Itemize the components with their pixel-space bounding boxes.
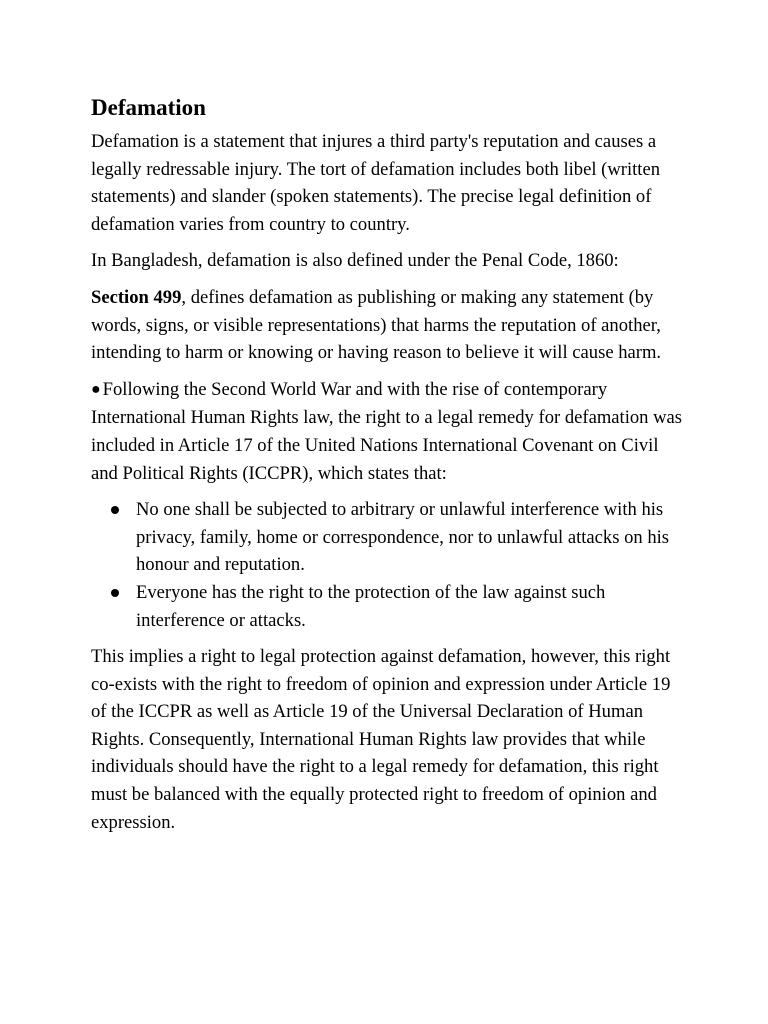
list-item	[91, 579, 683, 634]
list-item	[91, 496, 683, 579]
list-item-text: Everyone has the right to the protection of the law against such interference or attacks.	[136, 581, 606, 631]
bullet-icon	[111, 589, 119, 597]
paragraph-bangladesh: In Bangladesh, defamation is also defined under the Penal Code, 1860:	[91, 250, 619, 272]
section-499-label: Section 499	[91, 286, 182, 308]
bullet-icon	[111, 506, 119, 514]
document-title: Defamation	[91, 95, 206, 120]
section-499-text: , defines defamation as publishing or making any statement (by words, signs, or visible representations) that harms the reputation of another, intending to harm or knowing or having reason to believe it will cause harm.	[91, 286, 662, 364]
bullet-icon: ●	[91, 380, 101, 398]
document-page	[91, 92, 683, 845]
list-item-text: No one shall be subjected to arbitrary or unlawful interference with his privacy, family, home or correspondence, nor to unlawful attacks on his honour and reputation.	[136, 499, 670, 576]
paragraph-iccpr-text: Following the Second World War and with the rise of contemporary International Human Rights law, the right to a legal remedy for defamation was included in Article 17 of the United Nations International Covenant on Civil and Political Rights (ICCPR), which states that:	[91, 378, 683, 484]
paragraph-implication: This implies a right to legal protection against defamation, however, this right co-exists with the right to freedom of opinion and expression under Article 19 of the ICCPR as well as Article 19 of the Universal Declaration of Human Rights. Consequently, International Human Rights law provides that while individuals should have the right to a legal remedy for defamation, this right must be balanced with the equally protected right to freedom of opinion and expression.	[91, 646, 671, 833]
paragraph-definition: Defamation is a statement that injures a third party's reputation and causes a legally redressable injury. The tort of defamation includes both libel (written statements) and slander (spoken statements). The precise legal definition of defamation varies from country to country.	[91, 131, 661, 235]
paragraph-section-499	[91, 284, 683, 367]
iccpr-bullet-list	[91, 496, 683, 634]
paragraph-iccpr	[91, 376, 683, 487]
